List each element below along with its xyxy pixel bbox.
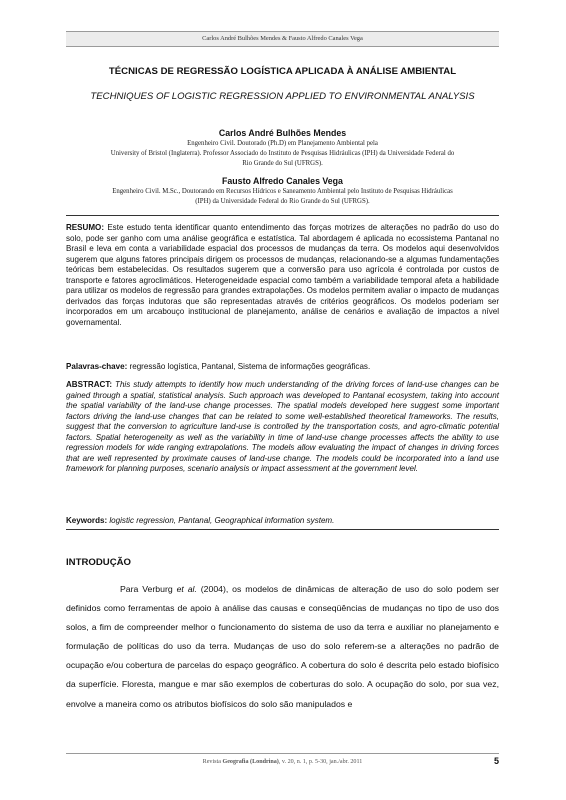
intro-text: Para Verburg: [120, 584, 177, 594]
running-header: Carlos André Bulhões Mendes & Fausto Alfredo Canales Vega: [66, 31, 499, 47]
intro-text: (2004), os modelos de dinâmicas de alteração de uso do solo podem ser definidos como ferramentas de apoio à análise das causas e conseqüências de mudanças no tipo de uso dos solos, a fim de compreender melhor o funcionamento do sistema de uso da terra e auxiliar no planejamento e formulação de políticas do uso da terra. Mudanças de uso do solo referem-se a alterações no padrão de ocupação e/ou cobertura de parcelas do espaço geográfico. A cobertura do solo é descrita pelo estado biofísico da superfície. Floresta, mangue e mar são exemplos de coberturas do solo. A ocupação do solo, por sua vez, envolve a maneira como os atributos biofísicos do solo são manipulados e: [66, 584, 499, 709]
abstract-label: ABSTRACT:: [66, 380, 113, 389]
section-heading-introducao: INTRODUÇÃO: [66, 557, 132, 568]
affiliation-line: University of Bristol (Inglaterra). Professor Associado do Instituto de Pesquisas Hidráulicas (IPH) da Universidade Federal do: [110, 150, 455, 157]
intro-et-al: et al.: [176, 584, 197, 594]
abstract-text: This study attempts to identify how much understanding of the driving forces of land-use changes can be gained through a spatial, statistical analysis. Such approach was developed to Pantanal ecosystem, taking into account the spatial variability of the land-use change processes. The spatial models developed here suggest some important factors driving the land-use changes that can be related to some well-established theoretical frameworks. The results, suggest that the conversion to agriculture land-use is controlled by the transportation costs, and agro-climatic potential factors. Spatial heterogeneity as well as the variability in time of land-use change processes affects the ability to use regression models for wide ranging extrapolations. The models allow evaluating the impact of changes in driving forces that are well represented by proximate causes of land-use change. The models could be incorporated into a land use framework for planning purposes, scenario analysis or impact assessment at the government level.: [66, 380, 499, 474]
intro-paragraph: [66, 580, 499, 714]
affiliation-line: Engenheiro Civil. M.Sc., Doutorando em Recursos Hídricos e Saneamento Ambiental pelo Instituto de Pesquisas Hidráulicas: [112, 188, 453, 195]
affiliation-line: Rio Grande do Sul (UFRGS).: [242, 160, 323, 167]
keywords-text: logistic regression, Pantanal, Geographical information system.: [109, 516, 335, 525]
page-number: 5: [493, 756, 499, 766]
author-1-name: Carlos André Bulhões Mendes: [218, 128, 347, 138]
affiliation-line: Engenheiro Civil. Doutorado (Ph.D) em Planejamento Ambiental pela: [187, 140, 378, 147]
palavras-chave-text: regressão logística, Pantanal, Sistema de informações geográficas.: [129, 362, 371, 371]
author-2-affiliation: [66, 187, 499, 207]
page-footer: [66, 753, 499, 768]
divider-bottom: [66, 529, 499, 530]
keywords-label: Keywords:: [66, 516, 108, 525]
resumo-label: RESUMO:: [66, 223, 104, 232]
resumo-text: Este estudo tenta identificar quanto entendimento das forças motrizes de alterações no padrão do uso do solo, pode ser ganho com uma análise geográfica e estatística. Tal abordagem é aplicada no ecossistema Pantanal no Brasil e leva em conta a variabilidade espacial dos processos de mudanças da terra. Os modelos aqui desenvolvidos sugerem que alguns fatores principais dirigem os processos de mudanças, relacionando-se a algumas fundamentações teóricas bem estabelecidas. Os resultados sugerem que a conversão para uso agrícola é controlada por custos de transporte e fatores agroclimáticos. Heterogeneidade espacial como também a variabilidade temporal afeta a habilidade para utilizar os modelos de regressão para grandes extrapolações. Os modelos permitem avaliar o impacto de mudanças derivados das forças indutoras que são representadas através de critérios geográficos. Os modelos poderiam ser incorporados em um arcabouço institucional de planejamento, análise de cenários e avaliação de impactos a nível governamental.: [66, 223, 499, 327]
abstract-paragraph: [66, 380, 499, 475]
divider-top: [66, 215, 499, 216]
keywords-en-paragraph: [66, 516, 499, 527]
palavras-chave-label: Palavras-chave:: [66, 362, 128, 371]
journal-citation: Revista Geografia (Londrina), v. 20, n. 1, p. 5-30, jan./abr. 2011: [202, 759, 363, 765]
affiliation-line: (IPH) da Universidade Federal do Rio Grande do Sul (UFRGS).: [195, 198, 370, 205]
author-1-affiliation: [66, 139, 499, 169]
author-2-name: Fausto Alfredo Canales Vega: [222, 176, 343, 186]
resumo-paragraph: [66, 223, 499, 328]
keywords-pt-paragraph: [66, 362, 499, 373]
title-portuguese: TÉCNICAS DE REGRESSÃO LOGÍSTICA APLICADA À ANÁLISE AMBIENTAL: [108, 66, 457, 77]
title-english: TECHNIQUES OF LOGISTIC REGRESSION APPLIED TO ENVIRONMENTAL ANALYSIS: [90, 91, 475, 102]
